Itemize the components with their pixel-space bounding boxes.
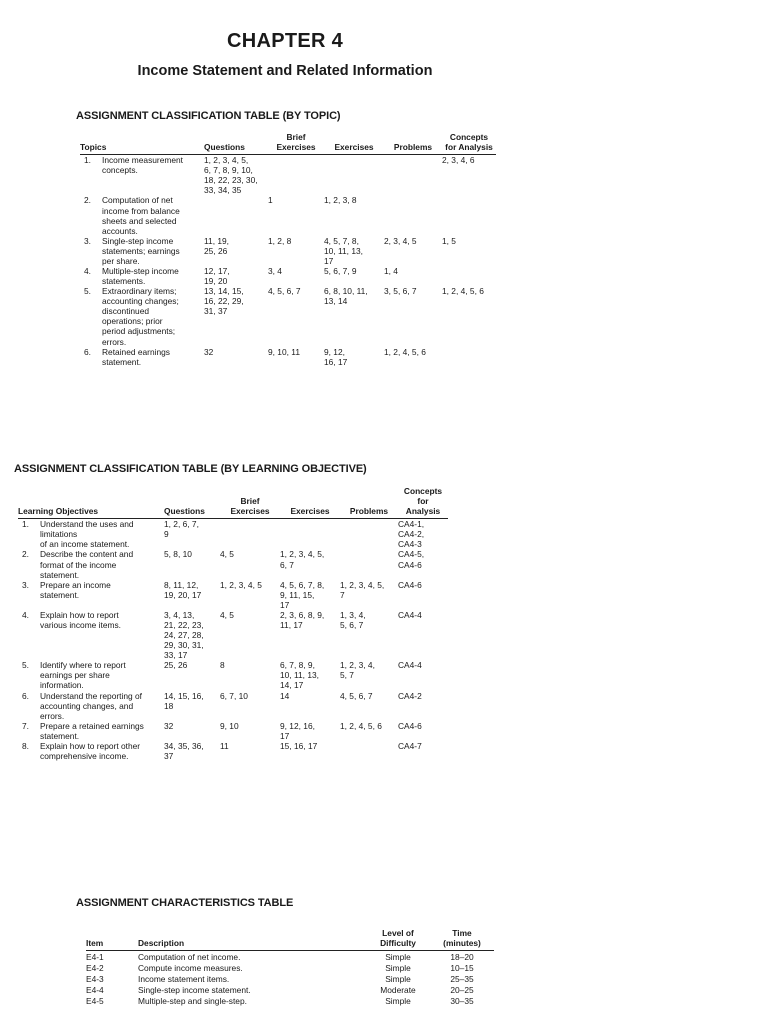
table-row — [18, 691, 448, 721]
questions-cell: 1, 2, 3, 4, 5, 6, 7, 8, 9, 10, 18, 22, 23, 30, 33, 34, 35 — [204, 155, 258, 196]
topic-table — [80, 132, 496, 367]
time-cell: 25–35 — [450, 974, 474, 985]
header-topics: Topics — [80, 132, 204, 155]
problems-cell — [340, 519, 398, 550]
description-cell: Computation of net income. — [138, 952, 241, 963]
table-row — [80, 236, 496, 266]
topic-text: Computation of net income from balance sheets and selected accounts. — [102, 195, 180, 236]
questions-cell: 11, 19, 25, 26 — [204, 235, 229, 256]
time-cell: 10–15 — [450, 963, 474, 974]
problems-cell: 4, 5, 6, 7 — [340, 690, 373, 701]
exercises-cell: 4, 5, 7, 8, 10, 11, 13, 17 — [324, 235, 363, 266]
concepts-cell: CA4-2 — [398, 690, 422, 701]
table-row — [80, 155, 496, 196]
concepts-cell: CA4-4 — [398, 609, 422, 620]
brief-cell: 6, 7, 10 — [220, 690, 248, 701]
header-difficulty: Level of Difficulty — [366, 928, 430, 951]
difficulty-cell: Simple — [385, 952, 411, 963]
questions-cell: 25, 26 — [164, 660, 188, 671]
difficulty-cell: Simple — [385, 996, 411, 1007]
objective-text: Identify where to report earnings per share information. — [40, 660, 126, 691]
table-row — [86, 984, 494, 995]
topic-text: Retained earnings statement. — [102, 346, 170, 367]
questions-cell: 34, 35, 36, 37 — [164, 740, 204, 762]
table-row — [18, 741, 448, 761]
brief-cell: 8 — [220, 660, 225, 671]
difficulty-cell: Simple — [385, 963, 411, 974]
concepts-cell: CA4-7 — [398, 740, 422, 751]
problems-cell: 1, 2, 4, 5, 6 — [340, 720, 382, 731]
row-number: 6. — [22, 690, 29, 701]
objective-cell — [18, 691, 164, 721]
brief-cell: 4, 5, 6, 7 — [268, 286, 301, 297]
concepts-cell: 1, 2, 4, 5, 6 — [442, 286, 484, 297]
header-problems: Problems — [340, 486, 398, 519]
exercises-cell: 4, 5, 6, 7, 8, 9, 11, 15, 17 — [280, 579, 325, 610]
description-cell: Income statement items. — [138, 974, 230, 985]
concepts-cell — [442, 195, 496, 235]
brief-cell — [268, 155, 324, 196]
time-cell: 20–25 — [450, 985, 474, 996]
item-cell: E4-4 — [86, 985, 104, 996]
exercises-cell — [324, 155, 384, 196]
row-number: 6. — [84, 346, 91, 357]
topic-cell — [80, 286, 204, 346]
table-row — [80, 195, 496, 235]
objective-text: Explain how to report other comprehensive income. — [40, 740, 141, 762]
problems-cell: 1, 3, 4, 5, 6, 7 — [340, 609, 366, 631]
item-cell: E4-3 — [86, 974, 104, 985]
concepts-cell: 1, 5 — [442, 235, 456, 246]
problems-cell — [384, 155, 442, 196]
header-brief-exercises: Brief Exercises — [268, 132, 324, 155]
exercises-cell: 6, 8, 10, 11, 13, 14 — [324, 286, 368, 307]
header-exercises: Exercises — [324, 132, 384, 155]
header-concepts: Concepts for Analysis — [398, 486, 448, 519]
header-questions: Questions — [204, 132, 268, 155]
topic-cell — [80, 347, 204, 367]
exercises-cell: 14 — [280, 690, 290, 701]
problems-cell: 1, 2, 3, 4, 5, 7 — [340, 579, 385, 600]
problems-cell: 3, 5, 6, 7 — [384, 286, 417, 297]
concepts-cell: CA4-6 — [398, 720, 422, 731]
brief-cell — [220, 519, 280, 550]
exercises-cell: 15, 16, 17 — [280, 740, 318, 751]
brief-cell: 1 — [268, 195, 273, 206]
item-cell: E4-1 — [86, 952, 104, 963]
row-number: 8. — [22, 740, 29, 751]
topic-cell — [80, 266, 204, 286]
time-cell: 30–35 — [450, 996, 474, 1007]
row-number: 1. — [22, 519, 29, 530]
topic-text: Multiple-step income statements. — [102, 266, 179, 287]
concepts-cell: CA4-5, CA4-6 — [398, 549, 425, 570]
difficulty-cell: Simple — [385, 974, 411, 985]
header-problems: Problems — [384, 132, 442, 155]
item-cell: E4-5 — [86, 996, 104, 1007]
questions-cell: 1, 2, 6, 7, 9 — [164, 519, 199, 540]
exercises-cell: 1, 2, 3, 8 — [324, 195, 357, 206]
objective-table-title: ASSIGNMENT CLASSIFICATION TABLE (BY LEARNING OBJECTIVE) — [14, 463, 367, 475]
topic-table-header-row — [80, 132, 496, 155]
objective-cell — [18, 549, 164, 579]
table-row — [80, 347, 496, 367]
questions-cell: 5, 8, 10 — [164, 549, 192, 560]
topic-table-title: ASSIGNMENT CLASSIFICATION TABLE (BY TOPIC) — [76, 110, 341, 122]
topic-cell — [80, 195, 204, 235]
brief-cell: 9, 10 — [220, 720, 239, 731]
row-number: 1. — [84, 155, 91, 166]
problems-cell — [340, 741, 398, 761]
topic-cell — [80, 155, 204, 196]
table-row — [18, 580, 448, 610]
brief-cell: 9, 10, 11 — [268, 346, 300, 357]
objective-text: Understand the reporting of accounting changes, and errors. — [40, 690, 142, 721]
table-row — [18, 610, 448, 660]
problems-cell: 1, 2, 3, 4, 5, 7 — [340, 660, 375, 681]
brief-cell: 4, 5 — [220, 549, 234, 560]
questions-cell: 3, 4, 13, 21, 22, 23, 24, 27, 28, 29, 30, 31, 33, 17 — [164, 609, 204, 661]
exercises-cell: 5, 6, 7, 9 — [324, 266, 357, 277]
brief-cell: 11 — [220, 740, 229, 751]
objective-text: Prepare a retained earnings statement. — [40, 720, 144, 741]
concepts-cell: CA4-1, CA4-2, CA4-3 — [398, 519, 425, 550]
header-questions: Questions — [164, 486, 220, 519]
concepts-cell: CA4-4 — [398, 660, 422, 671]
brief-cell: 1, 2, 3, 4, 5 — [220, 579, 262, 590]
row-number: 5. — [84, 286, 91, 297]
brief-cell: 1, 2, 8 — [268, 235, 292, 246]
objective-cell — [18, 741, 164, 761]
objective-text: Describe the content and format of the income statement. — [40, 549, 134, 580]
row-number: 4. — [22, 609, 29, 620]
concepts-cell: CA4-6 — [398, 579, 422, 590]
topic-text: Income measurement concepts. — [102, 155, 183, 176]
description-cell: Single-step income statement. — [138, 985, 251, 996]
objective-cell — [18, 721, 164, 741]
description-cell: Compute income measures. — [138, 963, 243, 974]
table-row — [80, 286, 496, 346]
questions-cell — [204, 195, 268, 235]
concepts-cell — [442, 347, 496, 367]
objective-text: Understand the uses and limitations of an income statement. — [40, 519, 134, 550]
problems-cell — [384, 195, 442, 235]
brief-cell: 4, 5 — [220, 609, 234, 620]
table-row — [18, 721, 448, 741]
table-row — [86, 951, 494, 963]
exercises-cell: 1, 2, 3, 4, 5, 6, 7 — [280, 549, 325, 570]
difficulty-cell: Moderate — [380, 985, 416, 996]
header-concepts: Concepts for Analysis — [442, 132, 496, 155]
table-row — [18, 549, 448, 579]
questions-cell: 32 — [204, 346, 214, 357]
header-time: Time (minutes) — [430, 928, 494, 951]
exercises-cell: 9, 12, 16, 17 — [324, 346, 348, 367]
problems-cell: 2, 3, 4, 5 — [384, 235, 417, 246]
questions-cell: 12, 17, 19, 20 — [204, 266, 230, 287]
table-row — [80, 266, 496, 286]
header-description: Description — [138, 928, 366, 951]
chapter-subtitle: Income Statement and Related Information — [137, 63, 433, 79]
characteristics-table — [86, 928, 494, 1007]
questions-cell: 14, 15, 16, 18 — [164, 690, 204, 711]
questions-cell: 13, 14, 15, 16, 22, 29, 31, 37 — [204, 286, 244, 317]
header-brief-exercises: Brief Exercises — [220, 486, 280, 519]
header-learning-objectives: Learning Objectives — [18, 486, 164, 519]
exercises-cell — [280, 519, 340, 550]
table-row — [86, 995, 494, 1006]
objective-cell — [18, 610, 164, 660]
objective-cell — [18, 519, 164, 550]
objective-cell — [18, 660, 164, 690]
concepts-cell: 2, 3, 4, 6 — [442, 155, 475, 166]
topic-cell — [80, 236, 204, 266]
header-exercises: Exercises — [280, 486, 340, 519]
exercises-cell: 9, 12, 16, 17 — [280, 720, 315, 741]
objective-text: Explain how to report various income items. — [40, 609, 121, 631]
objective-table — [18, 486, 448, 761]
concepts-cell — [442, 266, 496, 286]
brief-cell: 3, 4 — [268, 266, 282, 277]
problems-cell — [340, 549, 398, 579]
exercises-cell: 2, 3, 6, 8, 9, 11, 17 — [280, 609, 325, 631]
row-number: 7. — [22, 720, 29, 731]
objective-cell — [18, 580, 164, 610]
row-number: 2. — [84, 195, 91, 206]
problems-cell: 1, 2, 4, 5, 6 — [384, 346, 426, 357]
row-number: 5. — [22, 660, 29, 671]
row-number: 3. — [22, 579, 29, 590]
topic-text: Extraordinary items; accounting changes; discontinued operations; prior period adjustments; errors. — [102, 286, 179, 347]
header-item: Item — [86, 928, 138, 951]
row-number: 4. — [84, 266, 91, 277]
characteristics-header-row — [86, 928, 494, 951]
table-row — [86, 973, 494, 984]
questions-cell: 32 — [164, 720, 174, 731]
item-cell: E4-2 — [86, 963, 104, 974]
exercises-cell: 6, 7, 8, 9, 10, 11, 13, 14, 17 — [280, 660, 319, 691]
row-number: 2. — [22, 549, 29, 560]
characteristics-table-title: ASSIGNMENT CHARACTERISTICS TABLE — [76, 897, 294, 909]
topic-text: Single-step income statements; earnings per share. — [102, 235, 180, 266]
problems-cell: 1, 4 — [384, 266, 398, 277]
description-cell: Multiple-step and single-step. — [138, 996, 247, 1007]
objective-text: Prepare an income statement. — [40, 579, 111, 600]
row-number: 3. — [84, 235, 91, 246]
chapter-title: CHAPTER 4 — [226, 30, 344, 52]
time-cell: 18–20 — [450, 952, 474, 963]
questions-cell: 8, 11, 12, 19, 20, 17 — [164, 579, 202, 600]
table-row — [18, 519, 448, 550]
table-row — [18, 660, 448, 690]
table-row — [86, 962, 494, 973]
objective-table-header-row — [18, 486, 448, 519]
